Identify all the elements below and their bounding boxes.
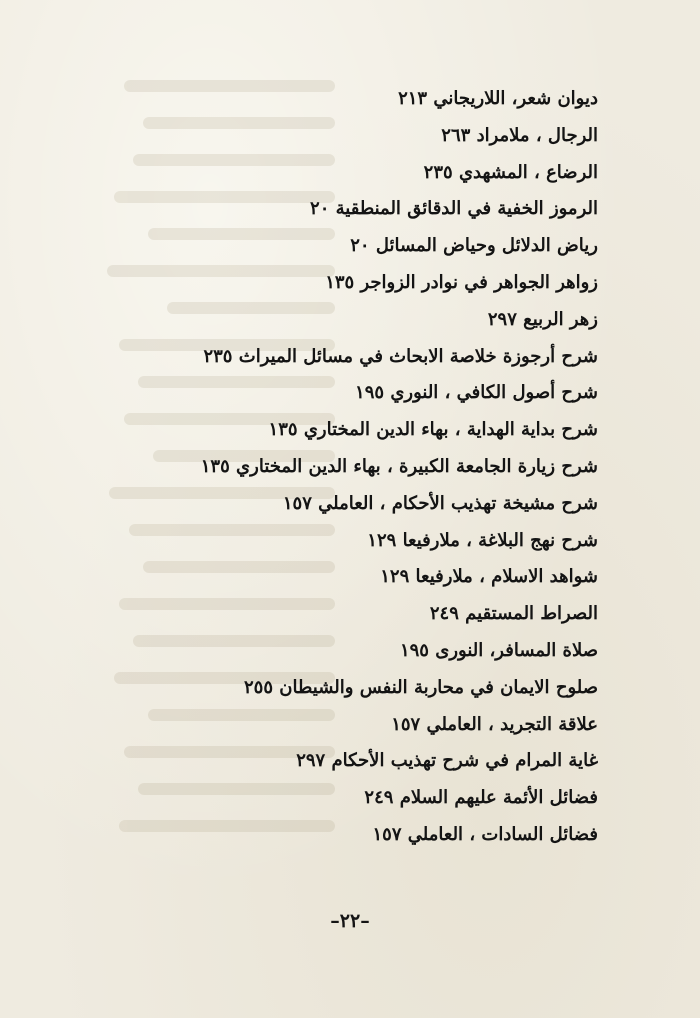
index-entry: غاية المرام في شرح تهذيب الأحكام ٢٩٧ — [296, 750, 598, 772]
index-entry: شرح بداية الهداية ، بهاء الدين المختاري ١٣٥ — [268, 419, 598, 441]
index-entry-list — [128, 81, 598, 854]
index-entry: شرح زيارة الجامعة الكبيرة ، بهاء الدين المختاري ١٣٥ — [200, 455, 598, 477]
index-entry: الصراط المستقيم ٢٤٩ — [429, 603, 598, 625]
index-entry: شواهد الاسلام ، ملارفيعا ١٢٩ — [380, 566, 598, 588]
index-entry: شرح نهج البلاغة ، ملارفيعا ١٢٩ — [367, 529, 598, 551]
index-entry: الرجال ، ملامراد ٢٦٣ — [441, 124, 598, 146]
index-entry: شرح أصول الكافي ، النوري ١٩٥ — [355, 382, 598, 404]
index-entry: فضائل الأئمة عليهم السلام ٢٤٩ — [364, 787, 598, 809]
page-number: –٢٢– — [330, 910, 370, 932]
index-entry: صلوح الايمان في محاربة النفس والشيطان ٢٥٥ — [244, 676, 598, 698]
index-entry: ديوان شعر، اللاريجاني ٢١٣ — [398, 88, 598, 109]
index-entry: الرضاع ، المشهدي ٢٣٥ — [423, 161, 598, 183]
index-entry: زهر الربيع ٢٩٧ — [487, 308, 598, 330]
index-entry: فضائل السادات ، العاملي ١٥٧ — [372, 823, 598, 845]
index-entry: الرموز الخفية في الدقائق المنطقية ٢٠ — [310, 198, 598, 220]
index-entry: رياض الدلائل وحياض المسائل ٢٠ — [350, 235, 598, 257]
index-entry: زواهر الجواهر في نوادر الزواجر ١٣٥ — [325, 271, 598, 293]
index-entry: صلاة المسافر، النورى ١٩٥ — [399, 639, 598, 661]
index-entry: شرح مشيخة تهذيب الأحكام ، العاملي ١٥٧ — [282, 492, 598, 514]
index-entry: علاقة التجريد ، العاملي ١٥٧ — [391, 713, 598, 735]
index-entry: شرح أرجوزة خلاصة الابحاث في مسائل الميراث ٢٣٥ — [203, 345, 598, 367]
